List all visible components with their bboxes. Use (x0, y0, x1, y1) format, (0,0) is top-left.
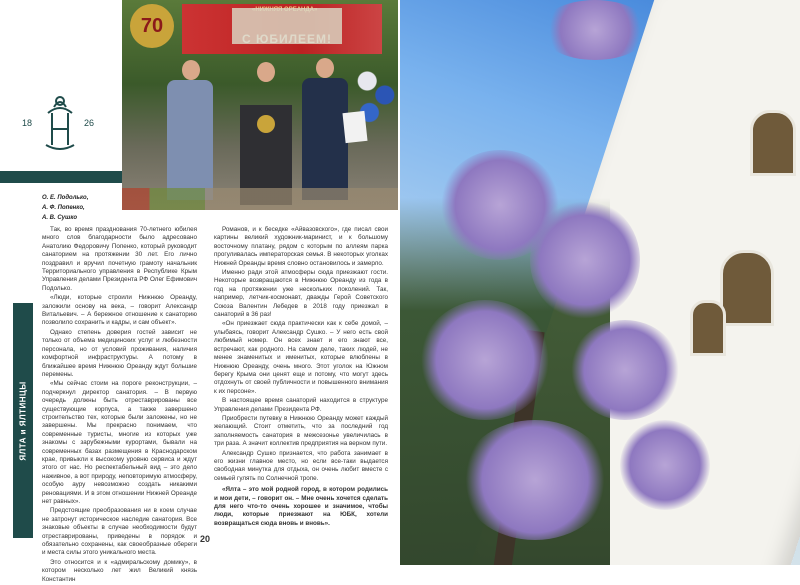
ceremony-photo (122, 0, 398, 210)
author-line: А. Ф. Попенко, (42, 205, 85, 211)
text-column-1 (42, 226, 197, 585)
paragraph: В настоящее время санаторий находится в структуре Управления делами Президента РФ. (214, 397, 388, 413)
paragraph: «Люди, которые строили Нижнюю Ореанду, заложили основу на века, – говорит Александр Витальевич. – А бережное отношение к санаторию позволило сохранить и кадры, и сам объект». (42, 294, 197, 327)
monogram-logo (10, 93, 110, 153)
paragraph: «Он приезжает сюда практически как к себе домой, – улыбаясь, говорит Александр Сушко. – У него есть свой любимый номер. Он всех знает и его знают все, встречают, как родного. На самом деле, таких людей, не менее знаменитых и именитых, которые влюблены в Нижнюю Ореанду, очень много. Этот уголок на Южном берегу Крыма они ценят еще и потому, что могут здесь отдохнуть от своей публичности и повышенного внимания к их персоне». (214, 320, 388, 395)
person-head (316, 58, 334, 78)
anniversary-badge: 70 (130, 4, 174, 48)
wisteria-cluster (460, 420, 610, 540)
monogram-year-right: 26 (84, 118, 95, 128)
author-line: О. Е. Подолько, (42, 195, 89, 201)
section-side-band (13, 303, 33, 538)
certificate (342, 111, 367, 143)
paragraph: «Мы сейчас стоим на пороге реконструкции, – подчеркнул директор санатория. – В первую очередь должны быть отреставрированы все существующие корпуса, а также завершено строительство тех, которые были заложены, но не завершены. Мы прекрасно понимаем, что современные туристы, многие из которых уже знакомы с зарубежными курортами, бывали на современных базах размещения в Краснодарском крае, привыкли к высокому уровню сервиса и ждут этого от нас. Но респектабельный вид – это дело наживное, а вот природу, неповторимую атмосферу, особую ауру невозможно создать никакими реновациями. И в этом отношении Нижней Ореанде нет равных». (42, 380, 197, 505)
person-head (257, 62, 275, 82)
page-number: 20 (200, 534, 211, 544)
arched-window (690, 300, 726, 356)
wisteria-building-photo (400, 0, 800, 565)
wisteria-cluster (420, 300, 550, 420)
teal-divider-bar (0, 171, 122, 183)
building-image (232, 8, 342, 44)
lectern-emblem (257, 115, 275, 133)
paragraph: Романов, и к беседке «Айвазовского», где писал свои картины великий художник-маринист, и к большому восточному платану, рядом с которым по аллеям парка прогуливалась императорская семья. В некоторых уголках Нижней Ореанды время словно остановилось и замерло. (214, 226, 388, 267)
wisteria-cluster (620, 420, 710, 510)
wisteria-cluster (530, 200, 640, 320)
closing-quote: «Ялта – это мой родной город, в котором родились и мои дети, – говорит он. – Мне очень хочется сделать для него что-то очень хорошее и значимое, чтобы люди, которые приезжают на ЮБК, хотели возвращаться сюда вновь и вновь». (214, 486, 388, 527)
author-line: А. В. Сушко (42, 215, 78, 221)
person-right (302, 78, 348, 200)
paragraph: Это относится и к «адмиральскому домику», в котором несколько лет жил Великий князь Константин (42, 558, 197, 583)
paragraph: Предстоящие преобразования ни в коем случае не затронут историческое наследие санатория. Все знаковые объекты в случае необходимости будут отреставрированы, приведены в порядок и обязательно сохранены, как своеобразные обереги и места силы этого уникального места. (42, 507, 197, 557)
wisteria-cluster (570, 320, 680, 420)
paragraph: Именно ради этой атмосферы сюда приезжают гости. Некоторые возвращаются в Нижнюю Ореанду из года в год на протяжении уже нескольких поколений. Так, например, летчик-космонавт, дважды Герой Советского Союза Валентин Лебедев в 2018 году приезжал в санаторий в 36 раз! (214, 269, 388, 319)
section-caption: ЯЛТА и ЯЛТИНЦЫ (18, 380, 28, 461)
person-head (182, 60, 200, 80)
arched-window (750, 110, 796, 176)
paragraph: Приобрести путевку в Нижнюю Ореанду может каждый желающий. Стоит отметить, что за последний год заполняемость санатория в межсезонье увеличилась в три раза. А значит коллектив предприятия на верном пути. (214, 414, 388, 448)
paragraph: Так, во время празднования 70-летнего юбилея много слов благодарности было адресовано Анатолию Федоровичу Попенко, который руководит санаторием на протяжении 30 лет. Его лично поздравил и вручил почетную грамоту начальник Территориального управления в Республике Крым Управления делами Президента РФ Олег Ефимович Подолько. (42, 226, 197, 292)
authors (42, 193, 152, 223)
monogram-year-left: 18 (22, 118, 33, 128)
text-column-2 (214, 226, 388, 529)
wisteria-cluster (540, 0, 650, 60)
paragraph: Однако степень доверия гостей зависит не только от объема медицинских услуг и любезности персонала, но от условий проживания, наличия комфортной инфраструктуры. А потому в ближайшее время Нижнюю Ореанду ждут большие перемены. (42, 328, 197, 378)
paragraph: Александр Сушко признается, что работа занимает в его жизни главное место, но если все-таки выдается свободная минутка для отдыха, он очень любит вместе с семьей гулять по Солнечной тропе. (214, 449, 388, 482)
person-left (167, 80, 213, 200)
arched-window (720, 250, 774, 326)
flowers-ground (122, 188, 398, 210)
